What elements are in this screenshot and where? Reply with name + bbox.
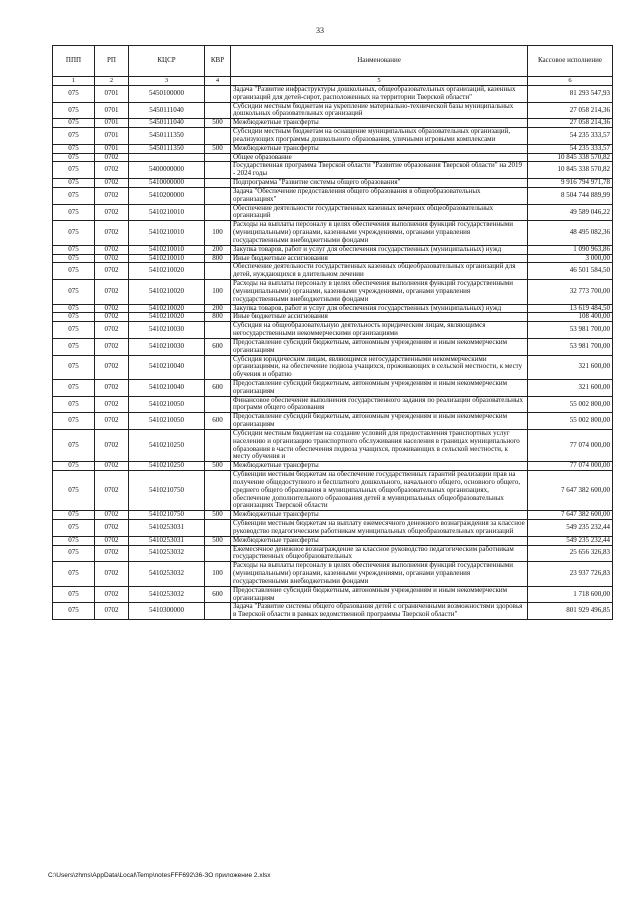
cell-kcsr: 5410210020 [129,263,205,280]
cell-amount: 77 074 000,00 [528,429,613,461]
cell-name: Субвенции местным бюджетам на выплату ежемесячного денежного вознаграждения за классное руководство педагогическим работникам муниципальных общеобразовательных организаций [231,520,528,537]
cell-kcsr: 5410210050 [129,413,205,430]
cell-kvr [205,263,231,280]
cell-amount: 801 929 496,85 [528,603,613,620]
table-row [53,603,613,620]
cell-name: Задача "Обеспечение предоставления общего образования в общеобразовательных организациях" [231,187,528,204]
cell-name: Обеспечение деятельности государственных казенных общеобразовательных организаций для детей, нуждающихся в длительном лечении [231,263,528,280]
cell-kcsr: 5410210030 [129,338,205,355]
cell-name: Субсидии местным бюджетам на создание условий для предоставления транспортных услуг населению и организацию транспортного обслуживания населения в границах муниципального образования в части обеспечения подвоза учащихся, проживающих в сельской местности, к месту обучения и [231,429,528,461]
table-row [53,338,613,355]
cell-amount: 55 002 800,00 [528,396,613,413]
cell-ppp: 075 [53,562,95,586]
cell-kcsr: 5410210010 [129,254,205,263]
column-number: 3 [129,77,205,86]
header-cash-execution: Кассовое исполнение [528,46,613,77]
cell-kvr [205,162,231,179]
cell-name: Предоставление субсидий бюджетным, автономным учреждениям и иным некоммерческим организациям [231,586,528,603]
cell-rp: 0702 [95,586,129,603]
cell-name: Задача "Развитие инфраструктуры дошкольных, общеобразовательных организаций, казенных организаций для детей-сирот, расположенных на территории Тверской области" [231,86,528,103]
cell-amount: 321 600,00 [528,379,613,396]
table-row [53,545,613,562]
cell-kcsr: 5410210020 [129,313,205,322]
cell-name: Иные бюджетные ассигнования [231,254,528,263]
cell-kcsr: 5410210250 [129,462,205,471]
cell-ppp: 075 [53,396,95,413]
table-row [53,102,613,119]
cell-amount: 10 845 338 570,82 [528,162,613,179]
cell-ppp: 075 [53,545,95,562]
cell-ppp: 075 [53,586,95,603]
header-rp: РП [95,46,129,77]
cell-rp: 0702 [95,322,129,339]
cell-name: Межбюджетные трансферты [231,462,528,471]
cell-amount: 13 619 484,50 [528,304,613,313]
cell-kcsr: 5410210030 [129,322,205,339]
cell-amount: 549 235 232,44 [528,536,613,545]
cell-kvr: 500 [205,119,231,128]
cell-amount: 54 235 333,57 [528,128,613,145]
cell-ppp: 075 [53,471,95,511]
cell-amount: 1 090 963,86 [528,245,613,254]
cell-name: Предоставление субсидий бюджетным, автономным учреждениям и иным некоммерческим организациям [231,413,528,430]
cell-kcsr: 5410210750 [129,471,205,511]
table-row [53,119,613,128]
cell-amount: 23 937 726,83 [528,562,613,586]
cell-kvr: 100 [205,562,231,586]
cell-ppp: 075 [53,263,95,280]
cell-amount: 321 600,00 [528,355,613,379]
cell-name: Подпрограмма "Развитие системы общего образования" [231,179,528,188]
cell-amount: 81 293 547,93 [528,86,613,103]
cell-kcsr: 5410210250 [129,429,205,461]
cell-ppp: 075 [53,221,95,245]
column-number: 4 [205,77,231,86]
cell-rp: 0702 [95,254,129,263]
cell-name: Субсидия на общеобразовательную деятельность юридическим лицам, являющимся негосударственными некоммерческими организациями [231,322,528,339]
cell-kvr [205,603,231,620]
cell-rp: 0702 [95,429,129,461]
page-number: 33 [316,26,324,35]
cell-amount: 46 501 584,50 [528,263,613,280]
cell-name: Субсидия юридическим лицам, являющимся негосударственными некоммерческими организациями, на обеспечение подвоза учащихся, проживающих в сельской местности, к месту обучения и обратно [231,355,528,379]
cell-amount: 1 718 600,00 [528,586,613,603]
cell-ppp: 075 [53,603,95,620]
cell-kcsr: 5450111350 [129,128,205,145]
cell-name: Межбюджетные трансферты [231,536,528,545]
table-row [53,396,613,413]
table-row [53,221,613,245]
cell-amount: 32 773 700,00 [528,280,613,304]
cell-kvr [205,187,231,204]
cell-ppp: 075 [53,338,95,355]
table-row [53,280,613,304]
cell-amount: 7 647 382 600,00 [528,511,613,520]
cell-kvr [205,396,231,413]
cell-ppp: 075 [53,144,95,153]
cell-name: Иные бюджетные ассигнования [231,313,528,322]
cell-rp: 0701 [95,102,129,119]
cell-kvr [205,86,231,103]
column-number: 5 [231,77,528,86]
cell-kvr: 600 [205,586,231,603]
cell-kcsr: 5410210040 [129,379,205,396]
cell-amount: 9 916 794 971,78 [528,179,613,188]
cell-amount: 77 074 000,00 [528,462,613,471]
table-row [53,179,613,188]
cell-kcsr: 5410210020 [129,304,205,313]
header-kvr: КВР [205,46,231,77]
cell-rp: 0702 [95,153,129,162]
cell-rp: 0702 [95,338,129,355]
cell-amount: 25 656 326,83 [528,545,613,562]
cell-kcsr: 5410210050 [129,396,205,413]
table-row [53,245,613,254]
cell-name: Расходы на выплаты персоналу в целях обеспечения выполнения функций государственными (муниципальными) органами, казенными учреждениями, органами управления государственными внебюджетными фондами [231,280,528,304]
table-row [53,536,613,545]
cell-kcsr: 5410300000 [129,603,205,620]
cell-kvr: 100 [205,280,231,304]
cell-kvr: 800 [205,254,231,263]
cell-amount: 27 058 214,36 [528,102,613,119]
table-row [53,471,613,511]
cell-kcsr: 5410210010 [129,204,205,221]
cell-kvr [205,102,231,119]
cell-amount: 108 400,00 [528,313,613,322]
cell-kcsr: 5410253032 [129,545,205,562]
cell-rp: 0702 [95,603,129,620]
cell-ppp: 075 [53,511,95,520]
cell-rp: 0702 [95,204,129,221]
table-row [53,254,613,263]
cell-rp: 0702 [95,462,129,471]
cell-name: Общее образование [231,153,528,162]
cell-rp: 0702 [95,536,129,545]
cell-kcsr: 5410210010 [129,245,205,254]
cell-amount: 48 495 082,36 [528,221,613,245]
cell-rp: 0701 [95,144,129,153]
table-row [53,322,613,339]
cell-kcsr: 5450111040 [129,119,205,128]
cell-name: Задача "Развитие системы общего образования детей с ограниченными возможностями здоровья в Тверской области в рамках ведомственной программы Тверской области" [231,603,528,620]
cell-ppp: 075 [53,204,95,221]
cell-kvr [205,179,231,188]
cell-kvr [205,128,231,145]
cell-kvr [205,429,231,461]
cell-ppp: 075 [53,322,95,339]
cell-name: Предоставление субсидий бюджетным, автономным учреждениям и иным некоммерческим организациям [231,379,528,396]
cell-rp: 0702 [95,245,129,254]
cell-kcsr: 5400000000 [129,162,205,179]
table-row [53,162,613,179]
cell-kcsr: 5410253032 [129,586,205,603]
cell-name: Межбюджетные трансферты [231,144,528,153]
table-row [53,86,613,103]
cell-kvr: 600 [205,338,231,355]
cell-amount: 53 981 700,00 [528,338,613,355]
cell-ppp: 075 [53,429,95,461]
cell-kvr [205,204,231,221]
cell-name: Обеспечение деятельности государственных казенных вечерних общеобразовательных организаций [231,204,528,221]
cell-rp: 0702 [95,221,129,245]
cell-kvr [205,355,231,379]
column-numbers-row [53,77,613,86]
cell-kcsr: 5410210040 [129,355,205,379]
footer-file-path: C:\Users\zhms\AppData\Local\Temp\notesFFF692\36-ЗО приложение 2.xlsx [48,872,271,879]
cell-ppp: 075 [53,313,95,322]
cell-kcsr: 5450100000 [129,86,205,103]
table-header-row [53,46,613,77]
cell-ppp: 075 [53,86,95,103]
cell-amount: 27 058 214,36 [528,119,613,128]
column-number: 6 [528,77,613,86]
cell-amount: 10 845 338 570,82 [528,153,613,162]
cell-kvr [205,520,231,537]
cell-kvr: 800 [205,313,231,322]
cell-kcsr: 5450111040 [129,102,205,119]
header-kcsr: КЦСР [129,46,205,77]
cell-amount: 549 235 232,44 [528,520,613,537]
table-row [53,128,613,145]
cell-ppp: 075 [53,536,95,545]
cell-kcsr: 5410210010 [129,221,205,245]
cell-ppp: 075 [53,254,95,263]
cell-kcsr: 5410253032 [129,562,205,586]
cell-kvr: 200 [205,304,231,313]
cell-kcsr: 5410210020 [129,280,205,304]
cell-kvr [205,153,231,162]
cell-ppp: 075 [53,119,95,128]
cell-ppp: 075 [53,304,95,313]
cell-kcsr [129,153,205,162]
cell-rp: 0702 [95,313,129,322]
cell-name: Закупка товаров, работ и услуг для обеспечения государственных (муниципальных) нужд [231,245,528,254]
cell-kvr: 500 [205,462,231,471]
cell-kvr: 200 [205,245,231,254]
cell-rp: 0702 [95,355,129,379]
cell-name: Предоставление субсидий бюджетным, автономным учреждениям и иным некоммерческим организациям [231,338,528,355]
table-row [53,520,613,537]
cell-kcsr: 5450111350 [129,144,205,153]
cell-amount: 8 504 744 889,99 [528,187,613,204]
cell-rp: 0702 [95,280,129,304]
cell-name: Закупка товаров, работ и услуг для обеспечения государственных (муниципальных) нужд [231,304,528,313]
table-row [53,355,613,379]
cell-ppp: 075 [53,187,95,204]
cell-kcsr: 5410210750 [129,511,205,520]
budget-execution-table [52,45,613,620]
cell-amount: 55 002 800,00 [528,413,613,430]
cell-rp: 0702 [95,379,129,396]
cell-name: Расходы на выплаты персоналу в целях обеспечения выполнения функций государственными (муниципальными) органами, казенными учреждениями, органами управления государственными внебюджетными фондами [231,221,528,245]
cell-rp: 0702 [95,520,129,537]
table-row [53,153,613,162]
cell-kvr: 100 [205,221,231,245]
cell-ppp: 075 [53,462,95,471]
cell-name: Межбюджетные трансферты [231,511,528,520]
cell-kvr: 500 [205,511,231,520]
header-name: Наименование [231,46,528,77]
cell-amount: 53 981 700,00 [528,322,613,339]
cell-amount: 7 647 382 600,00 [528,471,613,511]
cell-name: Субвенции местным бюджетам на обеспечение государственных гарантий реализации прав на получение общедоступного и бесплатного дошкольного, начального общего, основного общего, среднего общего образования в муниципальных общеобразовательных организациях, обеспечение дополнительного образования детей в муниципальных общеобразовательных организациях Тверской области [231,471,528,511]
cell-ppp: 075 [53,355,95,379]
cell-amount: 54 235 333,57 [528,144,613,153]
cell-name: Ежемесячное денежное вознаграждение за классное руководство педагогическим работникам государственных общеобразовательных [231,545,528,562]
cell-ppp: 075 [53,162,95,179]
cell-rp: 0702 [95,187,129,204]
cell-name: Субсидии местным бюджетам на оснащение муниципальных образовательных организаций, реализующих программы дошкольного образования, уличными игровыми комплексами [231,128,528,145]
cell-rp: 0701 [95,119,129,128]
cell-kcsr: 5410253031 [129,520,205,537]
cell-rp: 0702 [95,396,129,413]
cell-rp: 0701 [95,128,129,145]
cell-name: Финансовое обеспечение выполнения государственного задания по реализации образовательных программ общего образования [231,396,528,413]
cell-kvr: 600 [205,413,231,430]
cell-rp: 0702 [95,179,129,188]
cell-rp: 0702 [95,545,129,562]
table-row [53,586,613,603]
cell-amount: 49 589 046,22 [528,204,613,221]
cell-rp: 0702 [95,511,129,520]
table-row [53,204,613,221]
cell-rp: 0702 [95,162,129,179]
cell-rp: 0702 [95,413,129,430]
cell-name: Межбюджетные трансферты [231,119,528,128]
table-row [53,413,613,430]
table-row [53,187,613,204]
table-row [53,429,613,461]
table-row [53,379,613,396]
cell-ppp: 075 [53,379,95,396]
cell-kvr [205,322,231,339]
cell-kvr [205,545,231,562]
cell-ppp: 075 [53,179,95,188]
column-number: 1 [53,77,95,86]
cell-ppp: 075 [53,153,95,162]
cell-rp: 0701 [95,86,129,103]
cell-rp: 0702 [95,471,129,511]
cell-rp: 0702 [95,562,129,586]
cell-kcsr: 5410253031 [129,536,205,545]
table-row [53,263,613,280]
cell-name: Расходы на выплаты персоналу в целях обеспечения выполнения функций государственными (муниципальными) органами, казенными учреждениями, органами управления государственными внебюджетными фондами [231,562,528,586]
cell-rp: 0702 [95,263,129,280]
table-row [53,462,613,471]
cell-name: Государственная программа Тверской области "Развитие образования Тверской области" на 2019 - 2024 годы [231,162,528,179]
table-row [53,511,613,520]
cell-name: Субсидии местным бюджетам на укрепление материально-технической базы муниципальных дошкольных образовательных организаций [231,102,528,119]
cell-kcsr: 5410200000 [129,187,205,204]
cell-ppp: 075 [53,245,95,254]
table-row [53,144,613,153]
cell-rp: 0702 [95,304,129,313]
table-row [53,304,613,313]
cell-ppp: 075 [53,280,95,304]
cell-ppp: 075 [53,102,95,119]
cell-kvr: 500 [205,536,231,545]
cell-ppp: 075 [53,413,95,430]
cell-amount: 3 000,00 [528,254,613,263]
header-ppp: ППП [53,46,95,77]
cell-ppp: 075 [53,520,95,537]
cell-kcsr: 5410000000 [129,179,205,188]
cell-kvr: 600 [205,379,231,396]
cell-kvr [205,471,231,511]
table-row [53,562,613,586]
column-number: 2 [95,77,129,86]
table-row [53,313,613,322]
cell-ppp: 075 [53,128,95,145]
cell-kvr: 500 [205,144,231,153]
